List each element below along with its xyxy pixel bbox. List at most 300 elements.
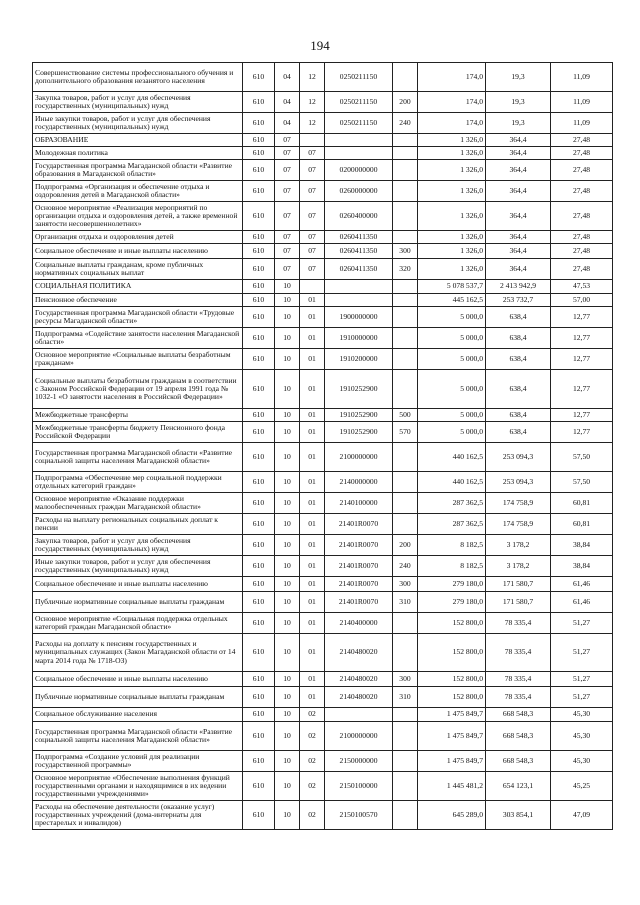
- planned-amount-cell: 1 326,0: [418, 134, 486, 147]
- section-code-cell: 04: [275, 92, 300, 113]
- subsection-code-cell: 07: [300, 160, 325, 181]
- table-row: [33, 160, 613, 181]
- row-name-cell: Социальное обеспечение и иные выплаты населению: [33, 672, 243, 687]
- subsection-code-cell: 02: [300, 751, 325, 772]
- table-row: [33, 370, 613, 409]
- dept-code-cell: 610: [243, 92, 275, 113]
- target-article-cell: 2150000000: [325, 751, 393, 772]
- subsection-code-cell: 01: [300, 472, 325, 493]
- subsection-code-cell: 02: [300, 708, 325, 722]
- expense-type-cell: 200: [393, 92, 418, 113]
- execution-percent-cell: 12,77: [551, 370, 613, 409]
- subsection-code-cell: 07: [300, 181, 325, 202]
- target-article-cell: [325, 147, 393, 160]
- dept-code-cell: 610: [243, 751, 275, 772]
- row-name-cell: Закупка товаров, работ и услуг для обеспечения государственных (муниципальных) нужд: [33, 535, 243, 556]
- expense-type-cell: [393, 147, 418, 160]
- dept-code-cell: 610: [243, 307, 275, 328]
- execution-percent-cell: 51,27: [551, 613, 613, 634]
- planned-amount-cell: 152 800,0: [418, 613, 486, 634]
- actual-amount-cell: 253 094,3: [486, 443, 551, 472]
- dept-code-cell: 610: [243, 202, 275, 231]
- table-row: [33, 687, 613, 708]
- dept-code-cell: 610: [243, 244, 275, 259]
- execution-percent-cell: 12,77: [551, 422, 613, 443]
- expense-type-cell: [393, 294, 418, 307]
- subsection-code-cell: 01: [300, 672, 325, 687]
- table-row: [33, 556, 613, 577]
- expense-type-cell: 300: [393, 244, 418, 259]
- expense-type-cell: 300: [393, 672, 418, 687]
- table-row: [33, 592, 613, 613]
- row-name-cell: Подпрограмма «Содействие занятости населения Магаданской области»: [33, 328, 243, 349]
- section-code-cell: 10: [275, 349, 300, 370]
- subsection-code-cell: 07: [300, 147, 325, 160]
- actual-amount-cell: 78 335,4: [486, 672, 551, 687]
- expense-type-cell: [393, 634, 418, 672]
- planned-amount-cell: 1 326,0: [418, 160, 486, 181]
- execution-percent-cell: 57,00: [551, 294, 613, 307]
- expense-type-cell: 240: [393, 113, 418, 134]
- subsection-code-cell: 07: [300, 231, 325, 244]
- table-row: [33, 493, 613, 514]
- execution-percent-cell: 51,27: [551, 634, 613, 672]
- table-row: [33, 307, 613, 328]
- table-row: [33, 259, 613, 280]
- section-code-cell: 07: [275, 181, 300, 202]
- planned-amount-cell: 1 326,0: [418, 231, 486, 244]
- subsection-code-cell: 01: [300, 556, 325, 577]
- dept-code-cell: 610: [243, 349, 275, 370]
- dept-code-cell: 610: [243, 535, 275, 556]
- execution-percent-cell: 27,48: [551, 259, 613, 280]
- target-article-cell: 2140000000: [325, 472, 393, 493]
- target-article-cell: 0250211150: [325, 63, 393, 92]
- actual-amount-cell: 638,4: [486, 422, 551, 443]
- table-row: [33, 801, 613, 830]
- execution-percent-cell: 27,48: [551, 134, 613, 147]
- table-row: [33, 672, 613, 687]
- section-code-cell: 10: [275, 634, 300, 672]
- actual-amount-cell: 638,4: [486, 409, 551, 422]
- section-code-cell: 10: [275, 472, 300, 493]
- page-number: 194: [310, 38, 330, 53]
- section-code-cell: 10: [275, 751, 300, 772]
- expense-type-cell: [393, 134, 418, 147]
- target-article-cell: 2140480020: [325, 687, 393, 708]
- planned-amount-cell: 1 326,0: [418, 147, 486, 160]
- table-row: [33, 244, 613, 259]
- section-code-cell: 10: [275, 370, 300, 409]
- actual-amount-cell: 2 413 942,9: [486, 280, 551, 294]
- expense-type-cell: 240: [393, 556, 418, 577]
- section-code-cell: 04: [275, 63, 300, 92]
- expense-type-cell: 320: [393, 259, 418, 280]
- execution-percent-cell: 11,09: [551, 63, 613, 92]
- execution-percent-cell: 60,81: [551, 514, 613, 535]
- actual-amount-cell: 668 548,3: [486, 751, 551, 772]
- expense-type-cell: 310: [393, 592, 418, 613]
- dept-code-cell: 610: [243, 672, 275, 687]
- planned-amount-cell: 174,0: [418, 63, 486, 92]
- subsection-code-cell: 01: [300, 577, 325, 592]
- section-code-cell: 07: [275, 259, 300, 280]
- expense-type-cell: 200: [393, 535, 418, 556]
- row-name-cell: Социальное обеспечение и иные выплаты населению: [33, 577, 243, 592]
- expense-type-cell: [393, 801, 418, 830]
- subsection-code-cell: 02: [300, 801, 325, 830]
- row-name-cell: Социальные выплаты безработным гражданам в соответствии с Законом Российской Федерации от 19 апреля 1991 года № 1032-1 «О занятости населения в Российской Федерации»: [33, 370, 243, 409]
- dept-code-cell: 610: [243, 259, 275, 280]
- actual-amount-cell: 171 580,7: [486, 577, 551, 592]
- actual-amount-cell: 78 335,4: [486, 634, 551, 672]
- expense-type-cell: [393, 751, 418, 772]
- subsection-code-cell: 01: [300, 514, 325, 535]
- planned-amount-cell: 1 326,0: [418, 244, 486, 259]
- actual-amount-cell: 3 178,2: [486, 535, 551, 556]
- expense-type-cell: 500: [393, 409, 418, 422]
- dept-code-cell: 610: [243, 370, 275, 409]
- dept-code-cell: 610: [243, 472, 275, 493]
- actual-amount-cell: 364,4: [486, 244, 551, 259]
- table-row: [33, 147, 613, 160]
- target-article-cell: [325, 294, 393, 307]
- dept-code-cell: 610: [243, 708, 275, 722]
- dept-code-cell: 610: [243, 231, 275, 244]
- planned-amount-cell: 287 362,5: [418, 514, 486, 535]
- dept-code-cell: 610: [243, 63, 275, 92]
- planned-amount-cell: 174,0: [418, 92, 486, 113]
- target-article-cell: 0200000000: [325, 160, 393, 181]
- planned-amount-cell: 152 800,0: [418, 687, 486, 708]
- table-row: [33, 535, 613, 556]
- subsection-code-cell: 01: [300, 592, 325, 613]
- dept-code-cell: 610: [243, 801, 275, 830]
- section-code-cell: 07: [275, 202, 300, 231]
- row-name-cell: Основное мероприятие «Реализация мероприятий по организации отдыха и оздоровления детей, а также временной занятости несовершеннолетних»: [33, 202, 243, 231]
- table-row: [33, 634, 613, 672]
- target-article-cell: 0260000000: [325, 181, 393, 202]
- actual-amount-cell: 364,4: [486, 259, 551, 280]
- dept-code-cell: 610: [243, 613, 275, 634]
- dept-code-cell: 610: [243, 722, 275, 751]
- target-article-cell: 1910252900: [325, 409, 393, 422]
- table-row: [33, 422, 613, 443]
- table-row: [33, 294, 613, 307]
- dept-code-cell: 610: [243, 181, 275, 202]
- row-name-cell: Подпрограмма «Организация и обеспечение отдыха и оздоровления детей в Магаданской области»: [33, 181, 243, 202]
- expense-type-cell: [393, 231, 418, 244]
- expense-type-cell: [393, 708, 418, 722]
- row-name-cell: Расходы на выплату региональных социальных доплат к пенсии: [33, 514, 243, 535]
- row-name-cell: СОЦИАЛЬНАЯ ПОЛИТИКА: [33, 280, 243, 294]
- row-name-cell: Государственная программа Магаданской области «Развитие социальной защиты населения Магаданской области»: [33, 722, 243, 751]
- expense-type-cell: [393, 722, 418, 751]
- row-name-cell: Расходы на обеспечение деятельности (оказание услуг) государственных учреждений (дома-интернаты для престарелых и инвалидов): [33, 801, 243, 830]
- row-name-cell: Расходы на доплату к пенсиям государственных и муниципальных служащих (Закон Магаданской области от 14 марта 2014 года № 1718-ОЗ): [33, 634, 243, 672]
- subsection-code-cell: 07: [300, 244, 325, 259]
- execution-percent-cell: 12,77: [551, 328, 613, 349]
- expense-type-cell: [393, 307, 418, 328]
- execution-percent-cell: 61,46: [551, 577, 613, 592]
- target-article-cell: 21401R0070: [325, 514, 393, 535]
- subsection-code-cell: [300, 134, 325, 147]
- execution-percent-cell: 38,84: [551, 535, 613, 556]
- target-article-cell: 0250211150: [325, 113, 393, 134]
- section-code-cell: 10: [275, 801, 300, 830]
- row-name-cell: Организация отдыха и оздоровления детей: [33, 231, 243, 244]
- execution-percent-cell: 45,30: [551, 708, 613, 722]
- section-code-cell: 10: [275, 772, 300, 801]
- expense-type-cell: [393, 772, 418, 801]
- actual-amount-cell: 638,4: [486, 328, 551, 349]
- section-code-cell: 07: [275, 134, 300, 147]
- row-name-cell: Социальное обеспечение и иные выплаты населению: [33, 244, 243, 259]
- budget-table: [32, 62, 613, 830]
- row-name-cell: Закупка товаров, работ и услуг для обеспечения государственных (муниципальных) нужд: [33, 92, 243, 113]
- expense-type-cell: [393, 370, 418, 409]
- execution-percent-cell: 61,46: [551, 592, 613, 613]
- planned-amount-cell: 5 000,0: [418, 370, 486, 409]
- table-row: [33, 92, 613, 113]
- table-row: [33, 349, 613, 370]
- table-row: [33, 577, 613, 592]
- dept-code-cell: 610: [243, 493, 275, 514]
- planned-amount-cell: 287 362,5: [418, 493, 486, 514]
- dept-code-cell: 610: [243, 113, 275, 134]
- target-article-cell: 0250211150: [325, 92, 393, 113]
- execution-percent-cell: 51,27: [551, 687, 613, 708]
- target-article-cell: 21401R0070: [325, 592, 393, 613]
- section-code-cell: 07: [275, 244, 300, 259]
- dept-code-cell: 610: [243, 134, 275, 147]
- actual-amount-cell: 364,4: [486, 202, 551, 231]
- target-article-cell: 21401R0070: [325, 577, 393, 592]
- execution-percent-cell: 27,48: [551, 181, 613, 202]
- subsection-code-cell: 01: [300, 493, 325, 514]
- expense-type-cell: 310: [393, 687, 418, 708]
- row-name-cell: Основное мероприятие «Социальные выплаты безработным гражданам»: [33, 349, 243, 370]
- actual-amount-cell: 668 548,3: [486, 708, 551, 722]
- actual-amount-cell: 253 094,3: [486, 472, 551, 493]
- target-article-cell: 21401R0070: [325, 556, 393, 577]
- dept-code-cell: 610: [243, 409, 275, 422]
- target-article-cell: [325, 134, 393, 147]
- section-code-cell: 10: [275, 613, 300, 634]
- execution-percent-cell: 38,84: [551, 556, 613, 577]
- row-name-cell: Пенсионное обеспечение: [33, 294, 243, 307]
- target-article-cell: 2150100570: [325, 801, 393, 830]
- expense-type-cell: [393, 63, 418, 92]
- table-row: [33, 63, 613, 92]
- target-article-cell: 2140100000: [325, 493, 393, 514]
- section-code-cell: 10: [275, 422, 300, 443]
- section-code-cell: 10: [275, 493, 300, 514]
- row-name-cell: Основное мероприятие «Социальная поддержка отдельных категорий граждан Магаданской области»: [33, 613, 243, 634]
- table-row: [33, 113, 613, 134]
- section-code-cell: 07: [275, 147, 300, 160]
- section-code-cell: 10: [275, 328, 300, 349]
- dept-code-cell: 610: [243, 160, 275, 181]
- actual-amount-cell: 3 178,2: [486, 556, 551, 577]
- planned-amount-cell: 152 800,0: [418, 672, 486, 687]
- section-code-cell: 10: [275, 294, 300, 307]
- dept-code-cell: 610: [243, 422, 275, 443]
- target-article-cell: 2140480020: [325, 672, 393, 687]
- actual-amount-cell: 654 123,1: [486, 772, 551, 801]
- dept-code-cell: 610: [243, 634, 275, 672]
- table-row: [33, 472, 613, 493]
- section-code-cell: 10: [275, 556, 300, 577]
- subsection-code-cell: 07: [300, 202, 325, 231]
- dept-code-cell: 610: [243, 294, 275, 307]
- row-name-cell: Социальное обслуживание населения: [33, 708, 243, 722]
- subsection-code-cell: 01: [300, 613, 325, 634]
- section-code-cell: 10: [275, 722, 300, 751]
- planned-amount-cell: 152 800,0: [418, 634, 486, 672]
- planned-amount-cell: 440 162,5: [418, 443, 486, 472]
- target-article-cell: 2140480020: [325, 634, 393, 672]
- table-row: [33, 722, 613, 751]
- subsection-code-cell: 01: [300, 687, 325, 708]
- row-name-cell: Государственная программа Магаданской области «Развитие социальной защиты населения Магаданской области»: [33, 443, 243, 472]
- execution-percent-cell: 57,50: [551, 443, 613, 472]
- expense-type-cell: [393, 613, 418, 634]
- row-name-cell: Основное мероприятие «Обеспечение выполнения функций государственными органами и находящимися в их ведении государственными учреждениями»: [33, 772, 243, 801]
- planned-amount-cell: 1 326,0: [418, 181, 486, 202]
- planned-amount-cell: 5 078 537,7: [418, 280, 486, 294]
- subsection-code-cell: [300, 280, 325, 294]
- row-name-cell: Публичные нормативные социальные выплаты гражданам: [33, 687, 243, 708]
- table-row: [33, 772, 613, 801]
- table-row: [33, 514, 613, 535]
- target-article-cell: 2100000000: [325, 443, 393, 472]
- execution-percent-cell: 11,09: [551, 92, 613, 113]
- dept-code-cell: 610: [243, 772, 275, 801]
- execution-percent-cell: 12,77: [551, 409, 613, 422]
- section-code-cell: 10: [275, 514, 300, 535]
- execution-percent-cell: 47,09: [551, 801, 613, 830]
- planned-amount-cell: 5 000,0: [418, 422, 486, 443]
- row-name-cell: Иные закупки товаров, работ и услуг для обеспечения государственных (муниципальных) нужд: [33, 556, 243, 577]
- row-name-cell: ОБРАЗОВАНИЕ: [33, 134, 243, 147]
- expense-type-cell: [393, 160, 418, 181]
- actual-amount-cell: 303 854,1: [486, 801, 551, 830]
- subsection-code-cell: 01: [300, 422, 325, 443]
- execution-percent-cell: 11,09: [551, 113, 613, 134]
- subsection-code-cell: 01: [300, 349, 325, 370]
- section-code-cell: 10: [275, 443, 300, 472]
- dept-code-cell: 610: [243, 147, 275, 160]
- execution-percent-cell: 51,27: [551, 672, 613, 687]
- planned-amount-cell: 1 475 849,7: [418, 751, 486, 772]
- dept-code-cell: 610: [243, 556, 275, 577]
- target-article-cell: 1900000000: [325, 307, 393, 328]
- section-code-cell: 10: [275, 592, 300, 613]
- section-code-cell: 10: [275, 307, 300, 328]
- expense-type-cell: [393, 280, 418, 294]
- table-row: [33, 134, 613, 147]
- execution-percent-cell: 60,81: [551, 493, 613, 514]
- actual-amount-cell: 364,4: [486, 147, 551, 160]
- table-row: [33, 202, 613, 231]
- planned-amount-cell: 279 180,0: [418, 592, 486, 613]
- subsection-code-cell: 01: [300, 307, 325, 328]
- table-row: [33, 751, 613, 772]
- row-name-cell: Публичные нормативные социальные выплаты гражданам: [33, 592, 243, 613]
- table-row: [33, 231, 613, 244]
- subsection-code-cell: 01: [300, 409, 325, 422]
- planned-amount-cell: 174,0: [418, 113, 486, 134]
- section-code-cell: 07: [275, 160, 300, 181]
- subsection-code-cell: 12: [300, 92, 325, 113]
- section-code-cell: 10: [275, 280, 300, 294]
- dept-code-cell: 610: [243, 280, 275, 294]
- execution-percent-cell: 45,30: [551, 751, 613, 772]
- actual-amount-cell: 174 758,9: [486, 514, 551, 535]
- expense-type-cell: [393, 443, 418, 472]
- planned-amount-cell: 5 000,0: [418, 328, 486, 349]
- target-article-cell: 21401R0070: [325, 535, 393, 556]
- target-article-cell: 1910252900: [325, 370, 393, 409]
- row-name-cell: Межбюджетные трансферты бюджету Пенсионного фонда Российской Федерации: [33, 422, 243, 443]
- planned-amount-cell: 279 180,0: [418, 577, 486, 592]
- planned-amount-cell: 1 475 849,7: [418, 722, 486, 751]
- planned-amount-cell: 8 182,5: [418, 535, 486, 556]
- row-name-cell: Молодежная политика: [33, 147, 243, 160]
- execution-percent-cell: 27,48: [551, 231, 613, 244]
- target-article-cell: 0260400000: [325, 202, 393, 231]
- subsection-code-cell: 07: [300, 259, 325, 280]
- subsection-code-cell: 01: [300, 328, 325, 349]
- target-article-cell: 2150100000: [325, 772, 393, 801]
- expense-type-cell: 300: [393, 577, 418, 592]
- expense-type-cell: [393, 472, 418, 493]
- actual-amount-cell: 638,4: [486, 349, 551, 370]
- execution-percent-cell: 27,48: [551, 147, 613, 160]
- target-article-cell: 1910252900: [325, 422, 393, 443]
- section-code-cell: 07: [275, 231, 300, 244]
- actual-amount-cell: 253 732,7: [486, 294, 551, 307]
- row-name-cell: Межбюджетные трансферты: [33, 409, 243, 422]
- row-name-cell: Основное мероприятие «Оказание поддержки малообеспеченных граждан Магаданской области»: [33, 493, 243, 514]
- subsection-code-cell: 12: [300, 63, 325, 92]
- dept-code-cell: 610: [243, 443, 275, 472]
- execution-percent-cell: 27,48: [551, 244, 613, 259]
- expense-type-cell: [393, 328, 418, 349]
- subsection-code-cell: 02: [300, 722, 325, 751]
- actual-amount-cell: 78 335,4: [486, 687, 551, 708]
- table-row: [33, 328, 613, 349]
- target-article-cell: [325, 280, 393, 294]
- execution-percent-cell: 47,53: [551, 280, 613, 294]
- actual-amount-cell: 364,4: [486, 160, 551, 181]
- actual-amount-cell: 171 580,7: [486, 592, 551, 613]
- expense-type-cell: [393, 349, 418, 370]
- actual-amount-cell: 78 335,4: [486, 613, 551, 634]
- target-article-cell: 2100000000: [325, 722, 393, 751]
- expense-type-cell: [393, 202, 418, 231]
- row-name-cell: Социальные выплаты гражданам, кроме публичных нормативных социальных выплат: [33, 259, 243, 280]
- target-article-cell: 0260411350: [325, 259, 393, 280]
- table-row: [33, 613, 613, 634]
- row-name-cell: Государственная программа Магаданской области «Трудовые ресурсы Магаданской области»: [33, 307, 243, 328]
- subsection-code-cell: 01: [300, 535, 325, 556]
- expense-type-cell: [393, 514, 418, 535]
- planned-amount-cell: 1 475 849,7: [418, 708, 486, 722]
- expense-type-cell: [393, 493, 418, 514]
- dept-code-cell: 610: [243, 328, 275, 349]
